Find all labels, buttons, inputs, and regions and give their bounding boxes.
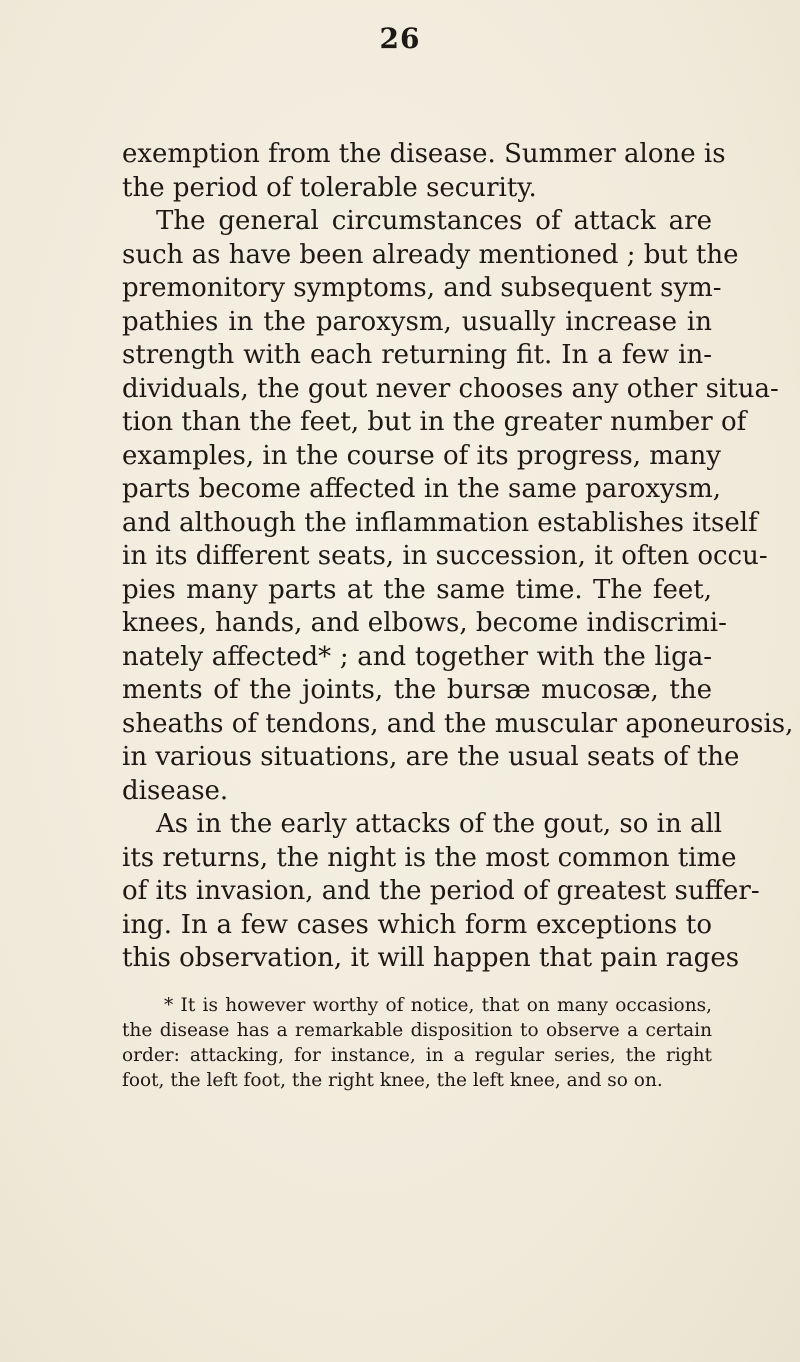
text-line: its returns, the night is the most common time bbox=[122, 842, 737, 873]
footnote bbox=[122, 993, 712, 1093]
footnote-line: foot, the left foot, the right knee, the left knee, and so on. bbox=[122, 1070, 663, 1091]
text-line: parts become affected in the same paroxysm, bbox=[122, 474, 722, 504]
text-line: this observation, it will happen that pain rages bbox=[122, 943, 740, 973]
footnote-line: * It is however worthy of notice, that on many occasions, bbox=[164, 995, 712, 1016]
text-line: nately affected* ; and together with the liga- bbox=[122, 641, 712, 672]
text-line: ing. In a few cases which form exceptions to bbox=[122, 909, 712, 940]
text-line: such as have been already mentioned ; but the bbox=[122, 239, 739, 270]
text-line: ments of the joints, the bursæ mucosæ, the bbox=[122, 675, 712, 705]
text-line: in its different seats, in succession, it often occu- bbox=[122, 541, 768, 571]
text-line: and although the inflammation establishes itself bbox=[122, 507, 758, 538]
text-line: strength with each returning fit. In a few in- bbox=[122, 340, 712, 370]
text-line: tion than the feet, but in the greater number of bbox=[122, 407, 747, 437]
text-line: the period of tolerable security. bbox=[122, 172, 537, 203]
text-line: knees, hands, and elbows, become indiscrimi- bbox=[122, 608, 727, 638]
text-line: dividuals, the gout never chooses any other situa- bbox=[122, 373, 779, 404]
text-line: disease. bbox=[122, 775, 229, 806]
text-line: examples, in the course of its progress, many bbox=[122, 440, 721, 471]
footnote-line: order: attacking, for instance, in a regular series, the right bbox=[122, 1045, 712, 1066]
paragraph-start-line: As in the early attacks of the gout, so in all bbox=[156, 809, 723, 839]
main-text bbox=[122, 138, 794, 976]
text-line: exemption from the disease. Summer alone is bbox=[122, 139, 726, 169]
page-number: 26 bbox=[379, 22, 421, 55]
footnote-line: the disease has a remarkable disposition to observe a certain bbox=[122, 1020, 712, 1041]
text-line: premonitory symptoms, and subsequent sym- bbox=[122, 273, 722, 303]
text-line: sheaths of tendons, and the muscular aponeurosis, bbox=[122, 708, 794, 739]
text-line: in various situations, are the usual seats of the bbox=[122, 742, 740, 772]
text-line: pies many parts at the same time. The feet, bbox=[122, 574, 712, 605]
text-line: pathies in the paroxysm, usually increase in bbox=[122, 306, 712, 337]
paragraph-start-line: The general circumstances of attack are bbox=[156, 206, 712, 236]
text-line: of its invasion, and the period of greatest suffer- bbox=[122, 876, 760, 906]
